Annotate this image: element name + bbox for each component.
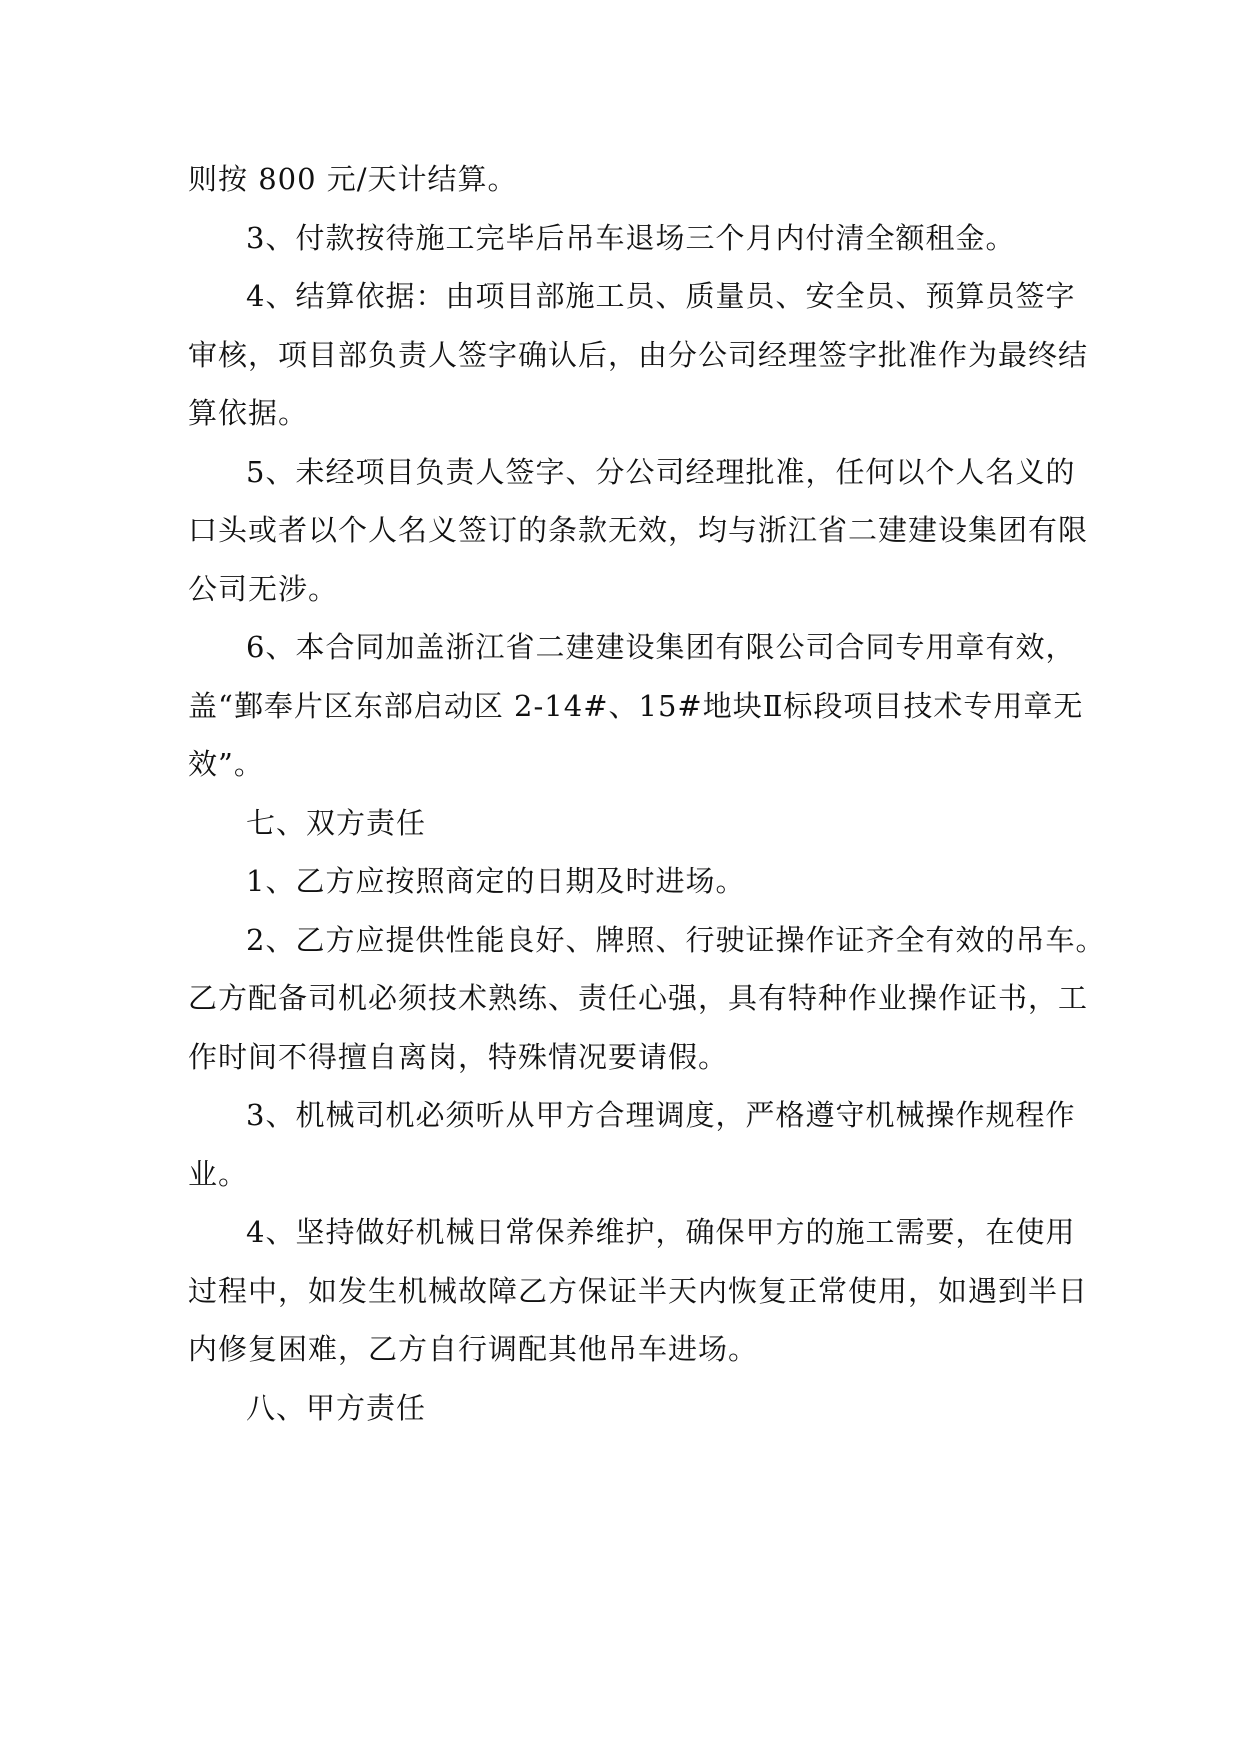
- text-line: 则按 800 元/天计结算。: [188, 162, 518, 196]
- text-line: 算依据。: [188, 396, 309, 430]
- text-line: 口头或者以个人名义签订的条款无效，均与浙江省二建建设集团有限: [188, 513, 1089, 547]
- text-line: 4、结算依据：由项目部施工员、质量员、安全员、预算员签字: [246, 279, 1076, 313]
- text-line: 3、付款按待施工完毕后吊车退场三个月内付清全额租金。: [246, 220, 1016, 255]
- section-heading-mutual-responsibilities: [188, 794, 1058, 853]
- paragraph-settlement-rate: [188, 150, 1058, 209]
- text-line: 3、机械司机必须听从甲方合理调度，严格遵守机械操作规程作: [246, 1098, 1076, 1132]
- text-line: 1、乙方应按照商定的日期及时进场。: [246, 864, 746, 898]
- text-line: 过程中，如发生机械故障乙方保证半天内恢复正常使用，如遇到半日: [188, 1273, 1089, 1308]
- text-line: 八、甲方责任: [246, 1390, 427, 1425]
- section-heading-party-a-responsibilities: [188, 1379, 1058, 1438]
- paragraph-contract-seal: [188, 618, 1084, 794]
- text-line: 业。: [188, 1156, 249, 1191]
- text-line: 乙方配备司机必须技术熟练、责任心强，具有特种作业操作证书，工: [188, 981, 1089, 1015]
- text-line: 4、坚持做好机械日常保养维护，确保甲方的施工需要，在使用: [246, 1215, 1076, 1249]
- paragraph-arrival-date: [188, 852, 1058, 911]
- text-line: 作时间不得擅自离岗，特殊情况要请假。: [188, 1039, 729, 1074]
- text-line: 审核，项目部负责人签字确认后，由分公司经理签字批准作为最终结: [188, 337, 1089, 372]
- paragraph-operator-compliance: [188, 1086, 1076, 1203]
- text-line: 效”。: [188, 747, 264, 781]
- text-line: 盖“鄞奉片区东部启动区 2-14#、15#地块Ⅱ标段项目技术专用章无: [188, 688, 1084, 723]
- text-line: 七、双方责任: [246, 805, 427, 840]
- text-line: 5、未经项目负责人签字、分公司经理批准，任何以个人名义的: [246, 454, 1076, 489]
- text-line: 公司无涉。: [188, 571, 339, 606]
- paragraph-maintenance: [188, 1203, 1089, 1379]
- paragraph-payment-terms: [188, 209, 1058, 268]
- paragraph-crane-requirements: [188, 911, 1106, 1087]
- paragraph-settlement-basis: [188, 267, 1089, 443]
- text-line: 6、本合同加盖浙江省二建建设集团有限公司合同专用章有效，: [246, 630, 1076, 664]
- text-line: 2、乙方应提供性能良好、牌照、行驶证操作证齐全有效的吊车。: [246, 922, 1106, 957]
- paragraph-unauthorized-terms: [188, 443, 1089, 619]
- text-line: 内修复困难，乙方自行调配其他吊车进场。: [188, 1332, 759, 1366]
- document-body: [188, 150, 1106, 1437]
